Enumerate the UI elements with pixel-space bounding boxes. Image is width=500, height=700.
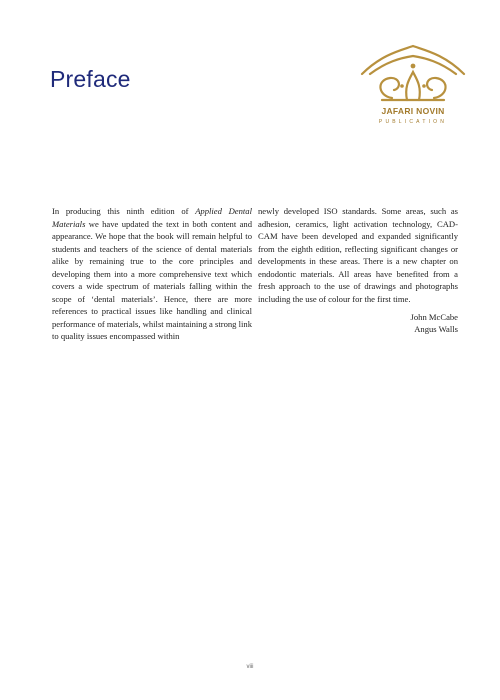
logo-name: JAFARI NOVIN [381, 106, 445, 116]
right-paragraph: newly developed ISO standards. Some areas, such as adhesion, ceramics, light activation technology, CAD-CAM have been developed and expanded significantly from the eighth edition, reflecting significant changes or developments in these areas. There is a new chapter on endodontic materials. All areas have benefited from a fresh approach to the use of drawings and photographs including the use of colour for the first time. [258, 206, 458, 304]
left-intro: In producing this ninth edition of [52, 206, 196, 216]
publisher-logo [352, 42, 474, 128]
left-column [52, 205, 252, 343]
author-name: Angus Walls [414, 324, 458, 334]
book-title: Applied Dental Materials [52, 206, 252, 229]
left-paragraph [52, 205, 252, 343]
author-name: John McCabe [410, 312, 458, 322]
page-title: Preface [50, 66, 131, 92]
ornament-icon [352, 42, 474, 108]
right-column [258, 205, 458, 335]
page-number: viii [246, 664, 254, 670]
signature-block [258, 311, 458, 335]
logo-subtitle: PUBLICATION [378, 119, 448, 125]
left-rest: we have updated the text in both content and appearance. We hope that the book will remain helpful to students and teachers of the science of dental materials alike by remaining true to the core principles and developing them into a more comprehensive text which covers a wide spectrum of materials falling within the scope of ‘dental materials’. Hence, there are more references to practical issues like handling and clinical performance of materials, whilst maintaining a strong link to quality issues encompassed within [52, 218, 252, 341]
